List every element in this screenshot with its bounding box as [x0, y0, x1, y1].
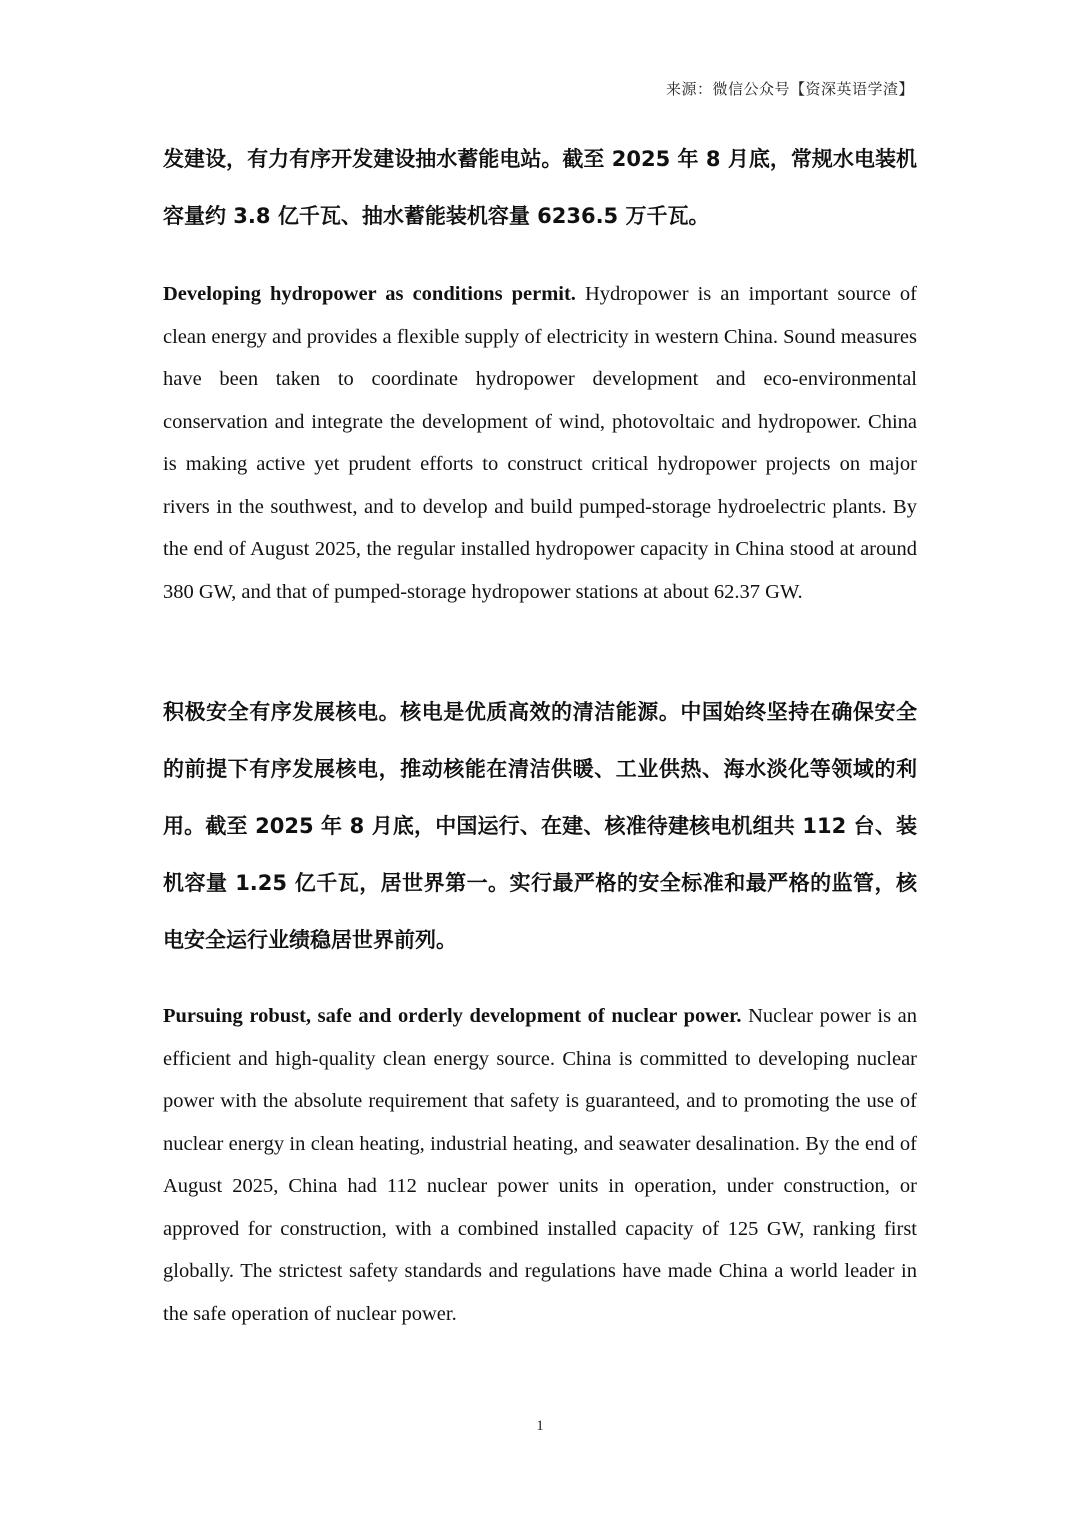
chinese-paragraph-nuclear: 积极安全有序发展核电。核电是优质高效的清洁能源。中国始终坚持在确保安全的前提下有序发展核电，推动核能在清洁供暖、工业供热、海水淡化等领域的利用。截至 2025 年 8 月底，中国运行、在建、核准待建核电机组共 112 台、装机容量 1.25 亿千瓦，居世界第一。实行最严格的安全标准和最严格的监管，核电安全运行业绩稳居世界前列。	[163, 700, 917, 952]
paragraph-lead-heading: Developing hydropower as conditions permit.	[163, 283, 576, 305]
paragraph-lead-heading: Pursuing robust, safe and orderly development of nuclear power.	[163, 1005, 742, 1027]
chinese-paragraph-hydropower-continued: 发建设，有力有序开发建设抽水蓄能电站。截至 2025 年 8 月底，常规水电装机容量约 3.8 亿千瓦、抽水蓄能装机容量 6236.5 万千瓦。	[163, 147, 917, 228]
paragraph-body: Hydropower is an important source of clean energy and provides a flexible supply of electricity in western China. Sound measures have been taken to coordinate hydropower development and eco-environmental conservation and integrate the development of wind, photovoltaic and hydropower. China is making active yet prudent efforts to construct critical hydropower projects on major rivers in the southwest, and to develop and build pumped-storage hydroelectric plants. By the end of August 2025, the regular installed hydropower capacity in China stood at around 380 GW, and that of pumped-storage hydropower stations at about 62.37 GW.	[163, 283, 918, 603]
page-number: 1	[536, 1418, 544, 1434]
paragraph-body: Nuclear power is an efficient and high-quality clean energy source. China is committed to developing nuclear power with the absolute requirement that safety is guaranteed, and to promoting the use of nuclear energy in clean heating, industrial heating, and seawater desalination. By the end of August 2025, China had 112 nuclear power units in operation, under construction, or approved for construction, with a combined installed capacity of 125 GW, ranking first globally. The strictest safety standards and regulations have made China a world leader in the safe operation of nuclear power.	[163, 1005, 917, 1325]
english-paragraph-hydropower	[163, 273, 917, 613]
source-header: 来源：微信公众号【资深英语学渣】	[665, 80, 914, 98]
english-paragraph-nuclear	[163, 995, 917, 1335]
